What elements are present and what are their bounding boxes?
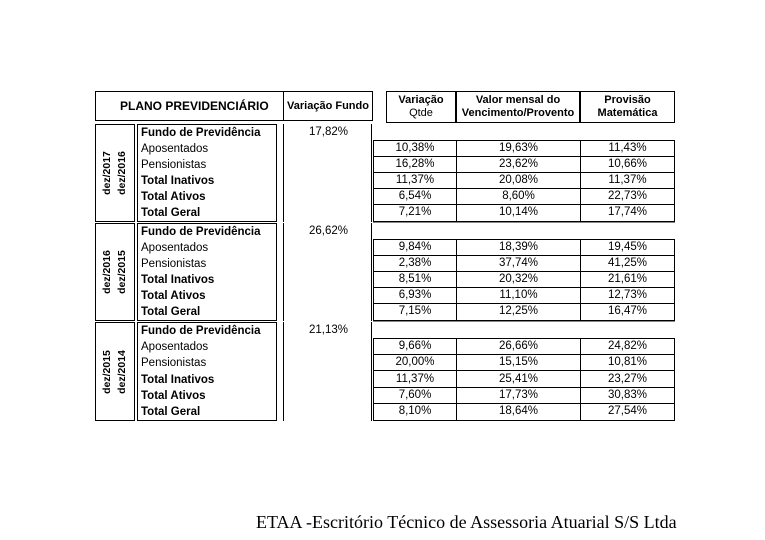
cell-provisao: 41,25% <box>581 255 674 272</box>
cell-provisao: 19,45% <box>581 239 674 256</box>
row-names-box <box>137 124 277 222</box>
cell-valor: 12,25% <box>498 305 538 317</box>
period-label-box <box>95 124 135 222</box>
cell-valor: 20,32% <box>457 271 580 288</box>
cell-valor: 8,60% <box>457 188 580 205</box>
row-name-total-geral: Total Geral <box>141 207 201 219</box>
fund-value-box <box>283 124 372 222</box>
cell-valor: 25,41% <box>457 371 580 388</box>
row-name-pensionistas: Pensionistas <box>141 159 207 171</box>
row-name-total-ativos: Total Ativos <box>141 191 206 203</box>
cell-qtde: 2,38% <box>374 255 456 272</box>
row-name-total-ativos: Total Ativos <box>141 390 206 402</box>
fund-label: Fundo de Previdência <box>141 325 261 337</box>
period-label-box <box>95 223 135 321</box>
fund-value: 21,13% <box>308 324 348 336</box>
cell-valor: 18,64% <box>498 405 538 417</box>
cell-valor: 15,15% <box>457 354 580 371</box>
header-variacao-fundo <box>283 91 373 121</box>
cell-qtde: 7,15% <box>398 305 432 317</box>
cell-qtde: 6,54% <box>374 188 456 205</box>
period-line2: dez/2014 <box>116 349 128 394</box>
cell-provisao: 11,37% <box>581 172 674 189</box>
row-name-total-geral: Total Geral <box>141 406 201 418</box>
cell-provisao: 24,82% <box>581 338 674 355</box>
row-name-total-ativos: Total Ativos <box>141 290 206 302</box>
cell-provisao: 21,61% <box>581 271 674 288</box>
period-line1: dez/2016 <box>101 250 113 294</box>
cell-valor: 18,39% <box>457 239 580 256</box>
footer-company: ETAA -Escritório Técnico de Assessoria Atuarial S/S Ltda <box>256 512 677 532</box>
header-plan <box>95 91 284 121</box>
header-provisao-line2: Matemática <box>597 107 658 119</box>
cell-provisao: 23,27% <box>581 371 674 388</box>
header-variacao-qtde-line2: Qtde <box>409 107 433 119</box>
period-line1: dez/2017 <box>101 151 113 195</box>
row-name-aposentados: Aposentados <box>141 242 209 254</box>
row-names-box <box>137 322 277 421</box>
fund-value-box <box>283 223 372 321</box>
header-plan-label: PLANO PREVIDENCIÁRIO <box>120 98 269 113</box>
row-name-pensionistas: Pensionistas <box>141 258 207 270</box>
cell-provisao: 11,43% <box>581 140 674 157</box>
cell-qtde: 11,37% <box>374 172 456 189</box>
cell-provisao: 27,54% <box>607 405 647 417</box>
fund-label: Fundo de Previdência <box>141 226 261 238</box>
cell-valor: 11,10% <box>457 287 580 304</box>
fund-value: 17,82% <box>308 126 348 138</box>
header-valor-mensal <box>456 91 580 123</box>
cell-qtde: 7,21% <box>398 206 432 218</box>
cell-valor: 37,74% <box>457 255 580 272</box>
row-name-total-geral: Total Geral <box>141 306 201 318</box>
cell-provisao: 17,74% <box>607 206 647 218</box>
cell-valor: 19,63% <box>457 140 580 157</box>
section-period-3 <box>0 322 765 421</box>
header-variacao-qtde <box>386 91 456 123</box>
row-name-aposentados: Aposentados <box>141 143 209 155</box>
header-variacao-qtde-line1: Variação <box>398 94 444 106</box>
row-name-total-inativos: Total Inativos <box>141 175 215 187</box>
header-variacao-fundo-label: Variação Fundo <box>287 99 369 112</box>
cell-qtde: 20,00% <box>374 354 456 371</box>
cell-provisao: 10,81% <box>581 354 674 371</box>
cell-provisao: 12,73% <box>581 287 674 304</box>
fund-value-box <box>283 322 372 421</box>
period-line2: dez/2016 <box>116 151 128 195</box>
header-valor-mensal-line2: Vencimento/Provento <box>461 107 575 119</box>
fund-label: Fundo de Previdência <box>141 127 261 139</box>
period-line2: dez/2015 <box>116 250 128 294</box>
header-valor-mensal-line1: Valor mensal do <box>475 94 561 106</box>
period-line1: dez/2015 <box>101 349 113 394</box>
row-name-pensionistas: Pensionistas <box>141 357 207 369</box>
header-provisao <box>580 91 675 123</box>
row-name-total-inativos: Total Inativos <box>141 274 215 286</box>
fund-value: 26,62% <box>308 225 348 237</box>
cell-provisao: 10,66% <box>581 156 674 173</box>
header-provisao-line1: Provisão <box>604 94 651 106</box>
cell-qtde: 16,28% <box>374 156 456 173</box>
cell-qtde: 8,10% <box>398 405 432 417</box>
cell-qtde: 10,38% <box>374 140 456 157</box>
cell-qtde: 9,84% <box>374 239 456 256</box>
cell-qtde: 8,51% <box>374 271 456 288</box>
cell-provisao: 22,73% <box>581 188 674 205</box>
cell-provisao: 16,47% <box>607 305 647 317</box>
cell-valor: 23,62% <box>457 156 580 173</box>
cell-provisao: 30,83% <box>581 387 674 404</box>
period-label-box <box>95 322 135 421</box>
cell-qtde: 9,66% <box>374 338 456 355</box>
cell-qtde: 6,93% <box>374 287 456 304</box>
section-period-1 <box>0 124 765 222</box>
section-period-2 <box>0 223 765 321</box>
cell-qtde: 11,37% <box>374 371 456 388</box>
row-names-box <box>137 223 277 321</box>
cell-qtde: 7,60% <box>374 387 456 404</box>
cell-valor: 10,14% <box>498 206 538 218</box>
cell-valor: 26,66% <box>457 338 580 355</box>
cell-valor: 20,08% <box>457 172 580 189</box>
cell-valor: 17,73% <box>457 387 580 404</box>
row-name-aposentados: Aposentados <box>141 341 209 353</box>
row-name-total-inativos: Total Inativos <box>141 374 215 386</box>
